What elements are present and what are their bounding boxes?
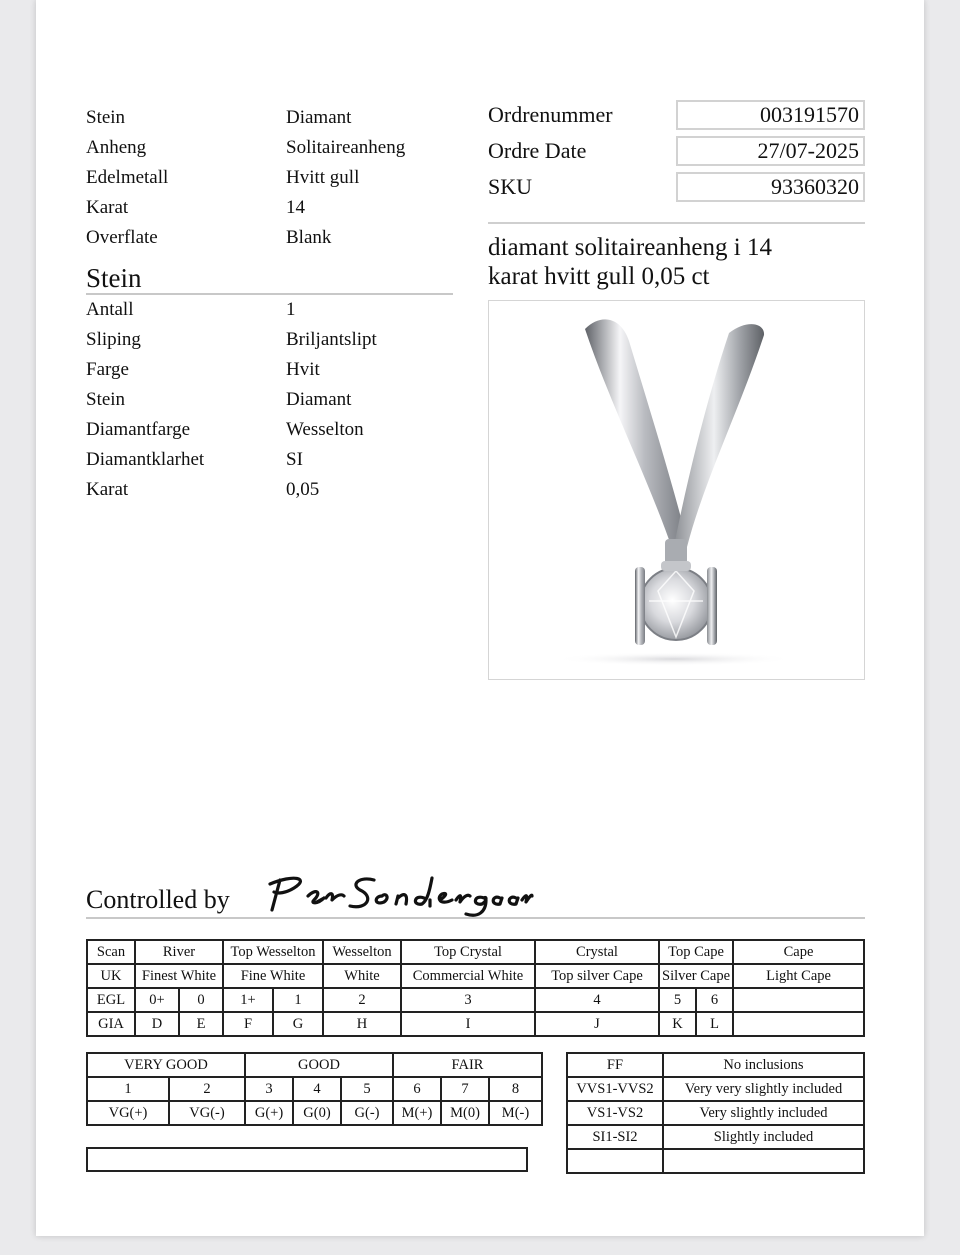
table-cell (733, 988, 864, 1012)
table-cell: H (323, 1012, 401, 1036)
order-number-value: 003191570 (676, 100, 865, 130)
pendant-illustration (489, 301, 864, 679)
order-row (488, 97, 865, 133)
table-cell: 1 (273, 988, 323, 1012)
spec-value: 0,05 (286, 479, 320, 500)
table-row (567, 1125, 864, 1149)
order-key: SKU (488, 174, 533, 199)
table-row (87, 1101, 542, 1125)
spec-key: Overflate (86, 227, 158, 248)
spec-row (86, 103, 456, 133)
table-cell: GIA (87, 1012, 135, 1036)
table-cell (567, 1149, 663, 1173)
divider (488, 222, 865, 224)
spec-key: Sliping (86, 329, 141, 350)
table-cell: E (179, 1012, 223, 1036)
spec-row (86, 385, 456, 415)
spec-value: Wesselton (286, 419, 364, 440)
clarity-scale-table (566, 1052, 865, 1174)
table-cell: Finest White (135, 964, 223, 988)
controlled-by (86, 870, 865, 919)
table-cell: Very slightly included (663, 1101, 864, 1125)
table-cell: 0 (179, 988, 223, 1012)
table-cell (733, 1012, 864, 1036)
order-key: Ordrenummer (488, 102, 613, 127)
product-image (488, 300, 865, 680)
table-cell: FF (567, 1053, 663, 1077)
spec-row (86, 193, 456, 223)
table-cell: Wesselton (323, 940, 401, 964)
table-cell: M(0) (441, 1101, 489, 1125)
spec-value: Diamant (286, 389, 352, 410)
spec-row (86, 163, 456, 193)
spec-value: 14 (286, 197, 305, 218)
table-cell: EGL (87, 988, 135, 1012)
table-cell: Cape (733, 940, 864, 964)
spec-row (86, 325, 456, 355)
table-cell: 6 (696, 988, 733, 1012)
table-cell: M(+) (393, 1101, 441, 1125)
table-cell: F (223, 1012, 273, 1036)
table-cell: VS1-VS2 (567, 1101, 663, 1125)
table-cell: 3 (245, 1077, 293, 1101)
table-cell: 3 (401, 988, 535, 1012)
table-cell: Top silver Cape (535, 964, 659, 988)
order-info (488, 97, 865, 291)
table-cell: J (535, 1012, 659, 1036)
diamond (640, 568, 712, 640)
table-cell: GOOD (245, 1053, 393, 1077)
table-cell: L (696, 1012, 733, 1036)
table-cell: I (401, 1012, 535, 1036)
table-cell: Slightly included (663, 1125, 864, 1149)
table-cell: 5 (659, 988, 696, 1012)
table-cell: G (273, 1012, 323, 1036)
product-title: diamant solitaireanheng i 14 karat hvitt gull 0,05 ct (488, 234, 772, 290)
table-cell: VG(-) (169, 1101, 245, 1125)
table-row (567, 1149, 864, 1173)
bail-right (673, 324, 764, 551)
spec-row (86, 355, 456, 385)
order-row (488, 133, 865, 169)
spec-row (86, 295, 456, 325)
spec-value: Solitaireanheng (286, 137, 406, 158)
spec-row (86, 223, 456, 253)
table-cell: 8 (489, 1077, 542, 1101)
table-cell: VERY GOOD (87, 1053, 245, 1077)
table-row (87, 988, 864, 1012)
table-cell: River (135, 940, 223, 964)
spec-value: Diamant (286, 107, 352, 128)
table-row (87, 1077, 542, 1101)
table-cell: Fine White (223, 964, 323, 988)
table-row (87, 1012, 864, 1036)
shadow (554, 652, 794, 666)
table-cell: D (135, 1012, 179, 1036)
table-cell (663, 1149, 864, 1173)
cut-scale-table (86, 1052, 543, 1126)
spec-value: Hvitt gull (286, 167, 360, 188)
prong-right (707, 567, 717, 645)
table-row (567, 1053, 864, 1077)
table-cell: Light Cape (733, 964, 864, 988)
table-cell: 4 (293, 1077, 341, 1101)
spec-row (86, 445, 456, 475)
table-row (87, 1053, 542, 1077)
spec-value: 1 (286, 299, 296, 320)
spec-value: SI (286, 449, 303, 470)
sku-value: 93360320 (676, 172, 865, 202)
empty-field-box (86, 1147, 528, 1172)
spec-row (86, 475, 456, 505)
spec-key: Edelmetall (86, 167, 169, 188)
color-scale-table (86, 939, 865, 1037)
table-cell: 0+ (135, 988, 179, 1012)
table-cell: Very very slightly included (663, 1077, 864, 1101)
table-row (87, 964, 864, 988)
table-cell: M(-) (489, 1101, 542, 1125)
table-cell: No inclusions (663, 1053, 864, 1077)
spec-key: Karat (86, 479, 129, 500)
order-date-value: 27/07-2025 (676, 136, 865, 166)
stone-section-title: Stein (86, 261, 453, 295)
spec-key: Diamantfarge (86, 419, 191, 440)
table-cell: UK (87, 964, 135, 988)
table-cell: 4 (535, 988, 659, 1012)
table-cell: 5 (341, 1077, 393, 1101)
spec-value: Hvit (286, 359, 320, 380)
table-cell: 1+ (223, 988, 273, 1012)
table-cell: Scan (87, 940, 135, 964)
prong-left (635, 567, 645, 645)
signature (264, 870, 534, 918)
table-cell: Commercial White (401, 964, 535, 988)
table-cell: 1 (87, 1077, 169, 1101)
table-row (87, 940, 864, 964)
table-cell: White (323, 964, 401, 988)
spec-key: Anheng (86, 137, 147, 158)
table-cell: G(-) (341, 1101, 393, 1125)
table-cell: 6 (393, 1077, 441, 1101)
table-cell: 2 (169, 1077, 245, 1101)
prong-top (661, 561, 691, 571)
order-key: Ordre Date (488, 138, 587, 163)
table-row (567, 1101, 864, 1125)
table-cell: Silver Cape (659, 964, 733, 988)
table-cell: Crystal (535, 940, 659, 964)
table-cell: K (659, 1012, 696, 1036)
spec-key: Antall (86, 299, 134, 320)
table-cell: Top Crystal (401, 940, 535, 964)
spec-key: Stein (86, 107, 126, 128)
spec-key: Karat (86, 197, 129, 218)
table-cell: G(0) (293, 1101, 341, 1125)
table-cell: G(+) (245, 1101, 293, 1125)
table-cell: 7 (441, 1077, 489, 1101)
table-cell: FAIR (393, 1053, 542, 1077)
spec-key: Farge (86, 359, 129, 380)
table-cell: VG(+) (87, 1101, 169, 1125)
spec-row (86, 415, 456, 445)
table-cell: Top Cape (659, 940, 733, 964)
spec-key: Stein (86, 389, 126, 410)
spec-value: Briljantslipt (286, 329, 377, 350)
order-row (488, 169, 865, 205)
spec-key: Diamantklarhet (86, 449, 205, 470)
controlled-by-label: Controlled by (86, 885, 230, 914)
bail-left (585, 319, 685, 551)
table-cell: SI1-SI2 (567, 1125, 663, 1149)
stone-specs (86, 295, 456, 505)
spec-row (86, 133, 456, 163)
table-row (567, 1077, 864, 1101)
table-cell: 2 (323, 988, 401, 1012)
product-specs (86, 103, 456, 505)
spec-value: Blank (286, 227, 332, 248)
table-cell: Top Wesselton (223, 940, 323, 964)
table-cell: VVS1-VVS2 (567, 1077, 663, 1101)
